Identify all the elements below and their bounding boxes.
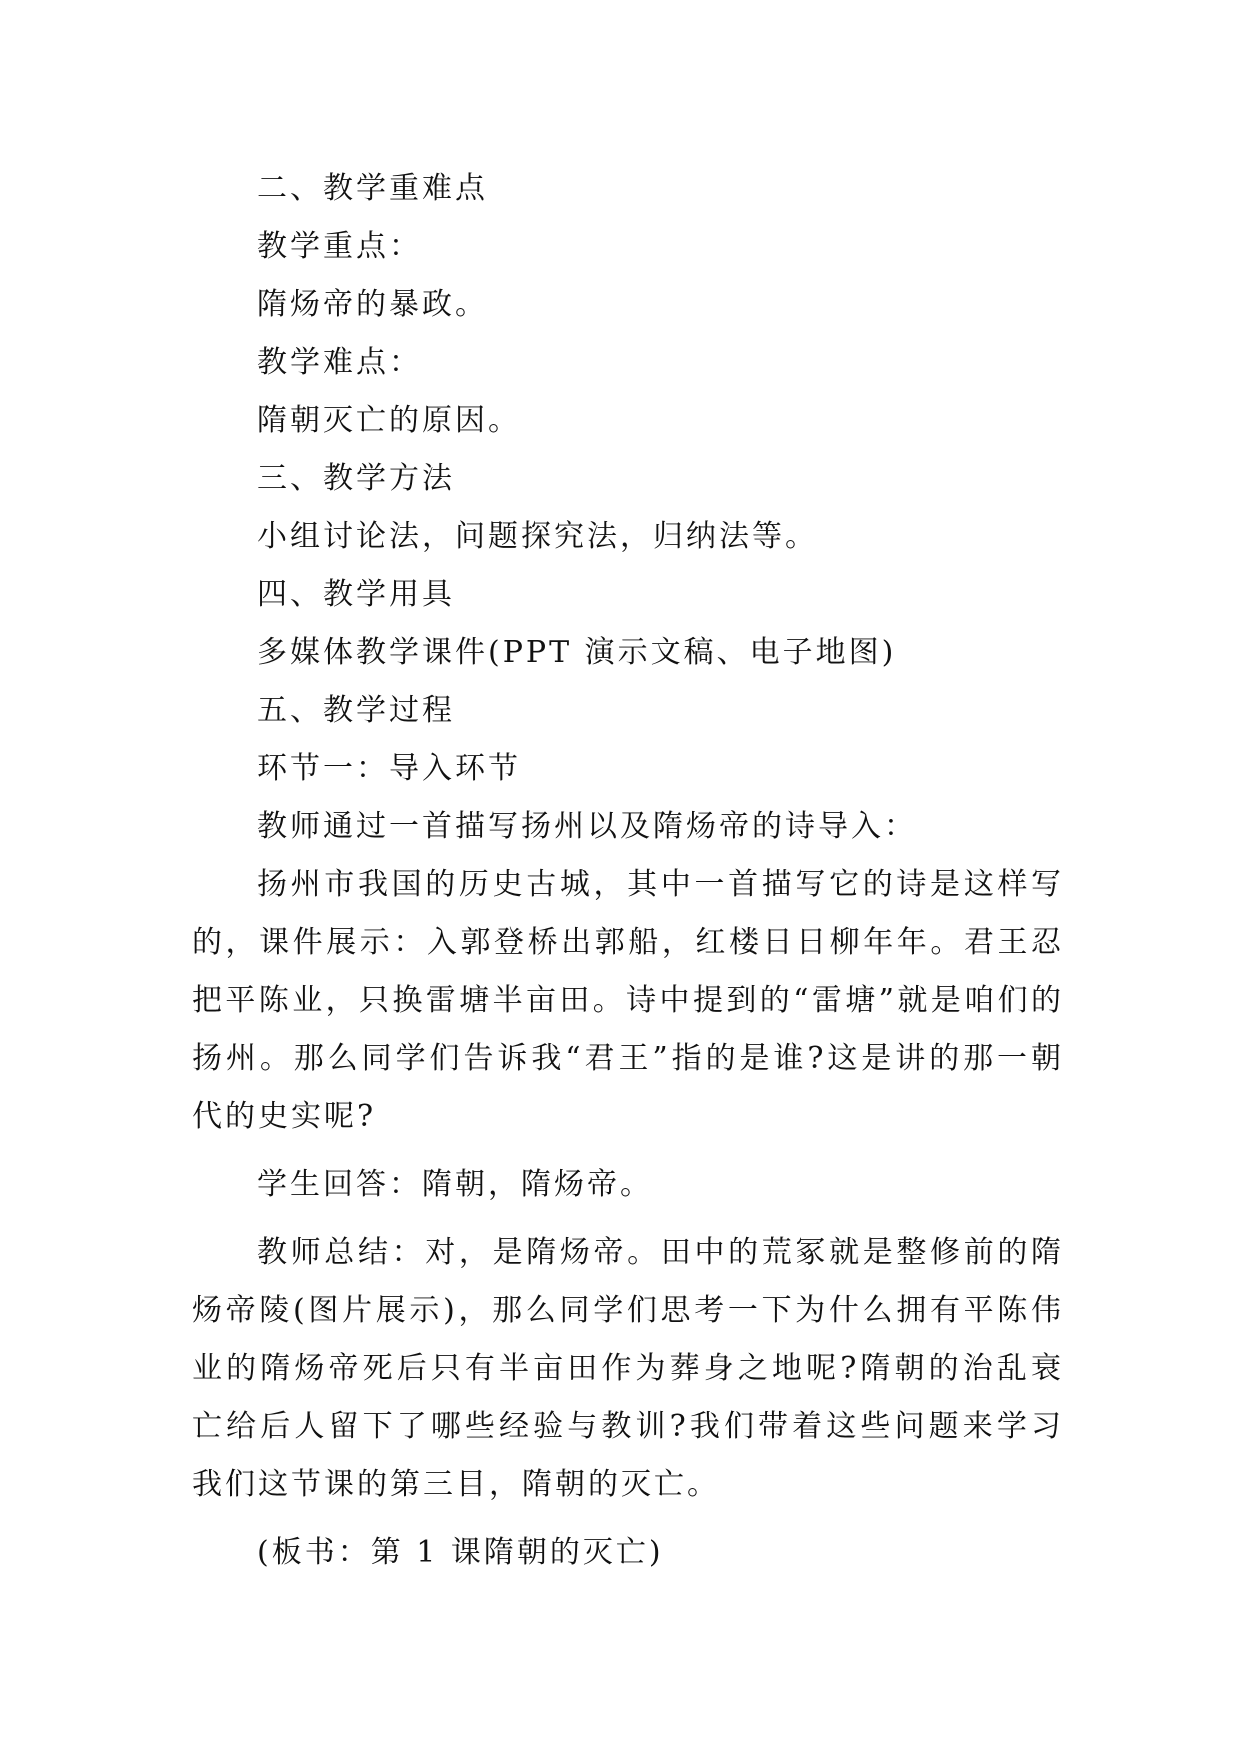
text-key-point: 隋炀帝的暴政。 <box>257 287 488 322</box>
paragraph-board-note: (板书：第 1 课隋朝的灭亡) <box>257 1535 664 1570</box>
text-methods: 小组讨论法，问题探究法，归纳法等。 <box>257 519 818 554</box>
label-difficult-point: 教学难点： <box>257 345 422 380</box>
section-heading-key-points: 二、教学重难点 <box>257 171 488 206</box>
text-tools: 多媒体教学课件(PPT 演示文稿、电子地图) <box>257 635 897 670</box>
section-heading-tools: 四、教学用具 <box>257 577 455 612</box>
text-difficult-point: 隋朝灭亡的原因。 <box>257 403 521 438</box>
subheading-step-one: 环节一：导入环节 <box>257 751 521 786</box>
paragraph-student-answer: 学生回答：隋朝，隋炀帝。 <box>257 1167 653 1202</box>
paragraph-teacher-summary: 教师总结：对，是隋炀帝。田中的荒冢就是整修前的隋炀帝陵(图片展示)，那么同学们思考一下为什么拥有平陈伟业的隋炀帝死后只有半亩田作为葬身之地呢?隋朝的治乱衰亡给后人留下了哪些经验与教训?我们带着这些问题来学习我们这节课的第三目，隋朝的灭亡。 <box>192 1235 1064 1502</box>
text-intro: 教师通过一首描写扬州以及隋炀帝的诗导入： <box>257 809 917 844</box>
section-heading-methods: 三、教学方法 <box>257 461 455 496</box>
section-heading-process: 五、教学过程 <box>257 693 455 728</box>
document-body <box>192 160 1064 1592</box>
paragraph-poem: 扬州市我国的历史古城，其中一首描写它的诗是这样写的，课件展示：入郭登桥出郭船，红楼日日柳年年。君王忍把平陈业，只换雷塘半亩田。诗中提到的“雷塘”就是咱们的扬州。那么同学们告诉我“君王”指的是谁?这是讲的那一朝代的史实呢? <box>192 867 1064 1134</box>
label-key-point: 教学重点： <box>257 229 422 264</box>
